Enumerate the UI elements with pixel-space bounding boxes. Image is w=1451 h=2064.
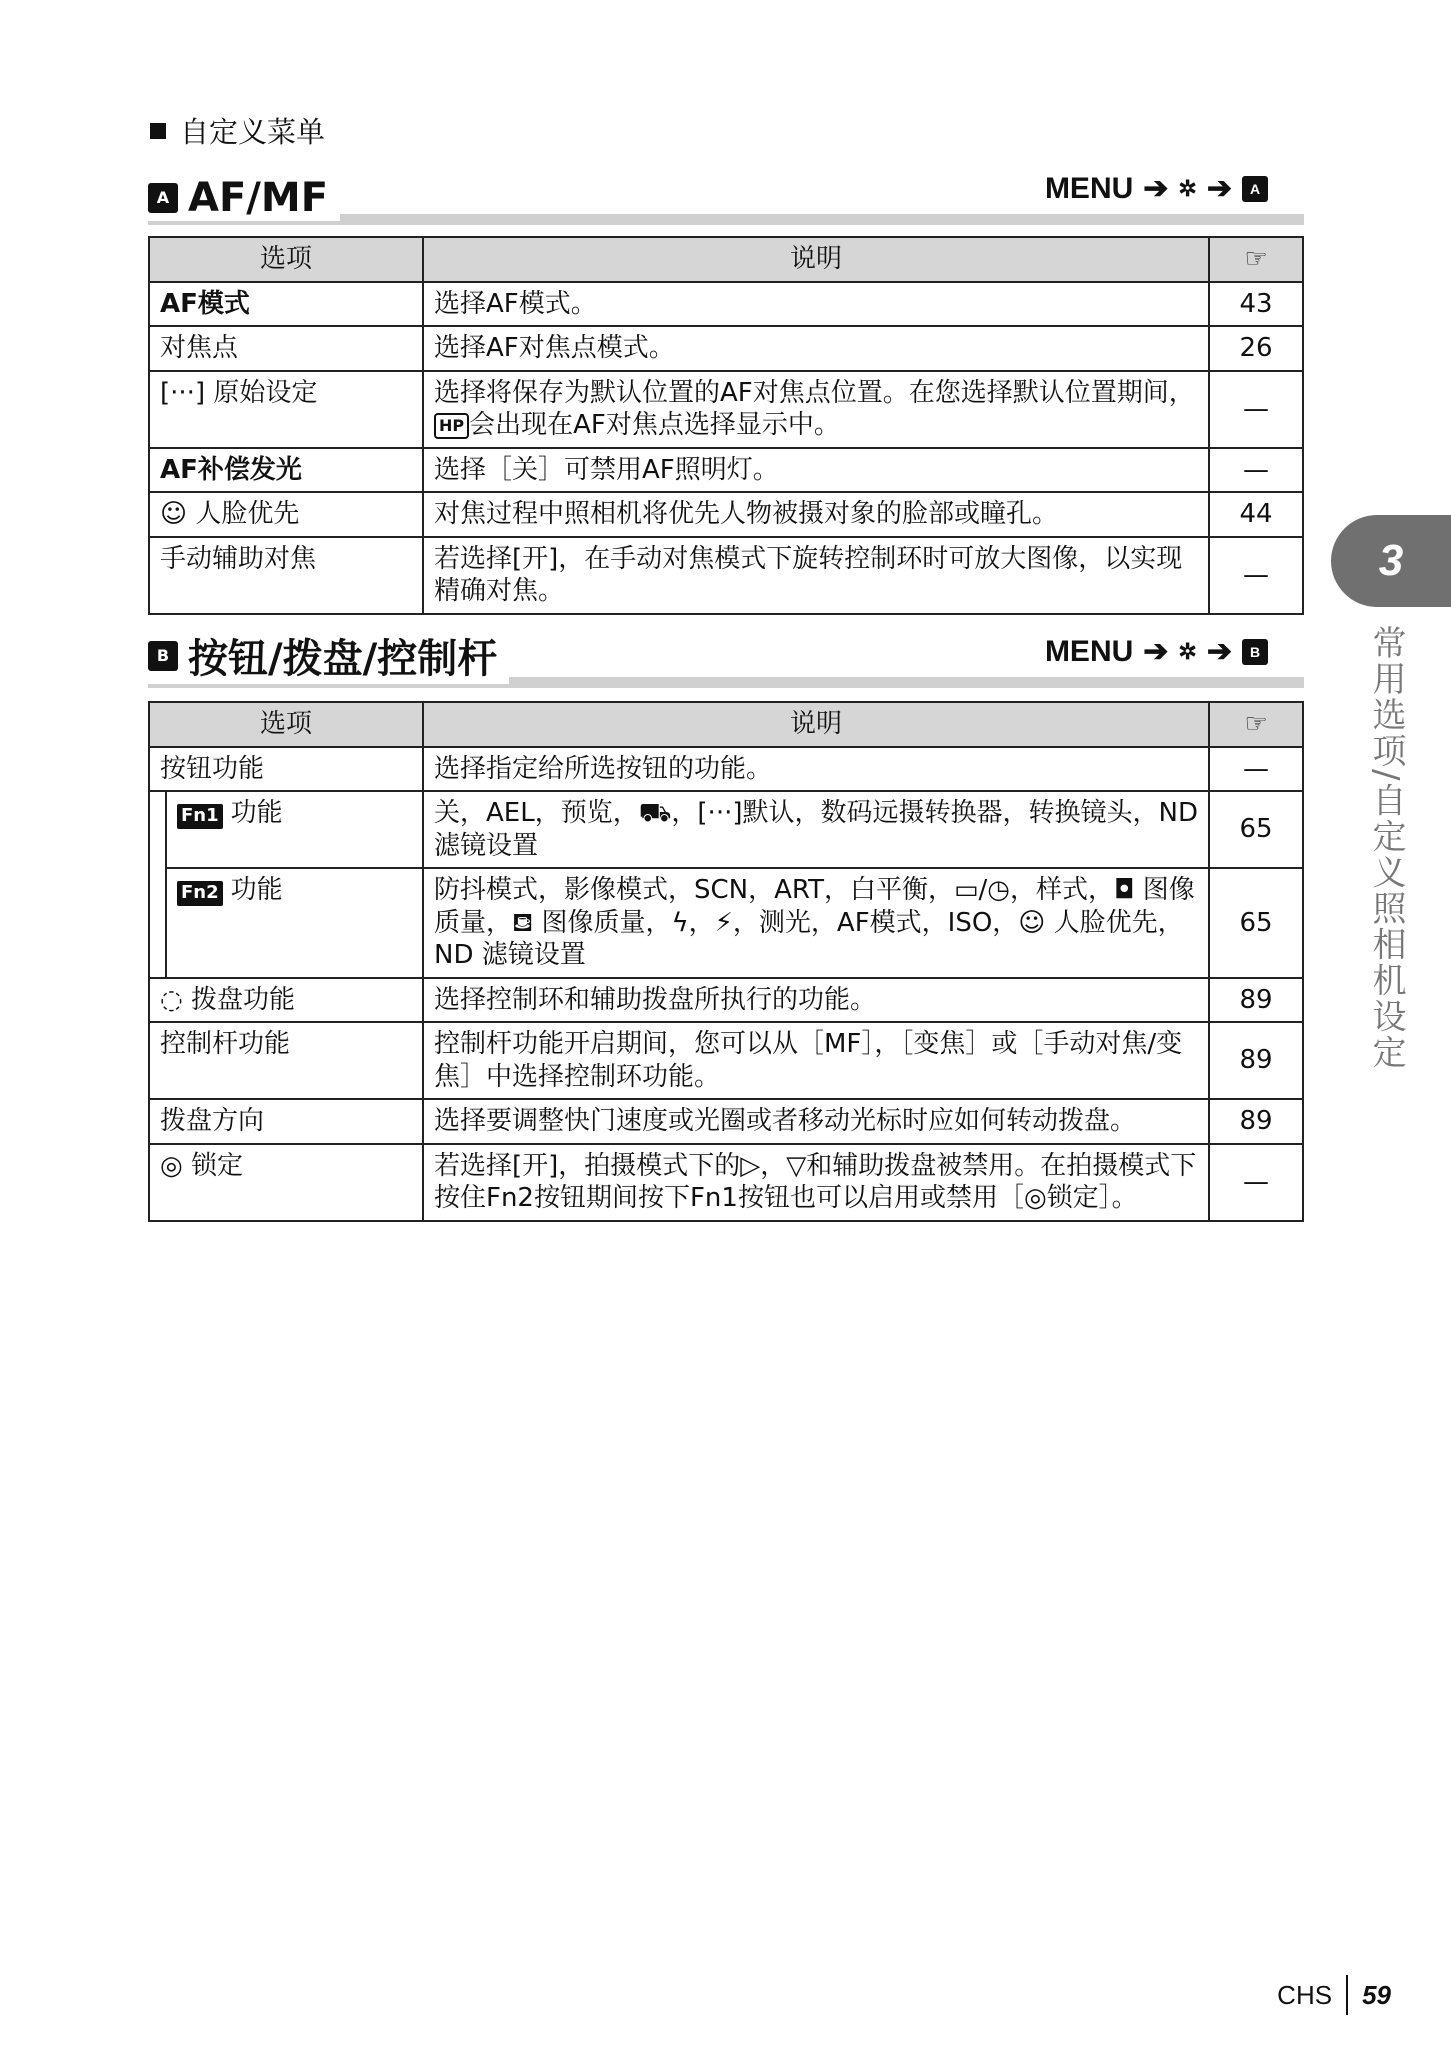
desc-cell: 选择要调整快门速度或光圈或者移动光标时应如何转动拨盘。	[423, 1099, 1209, 1144]
arrow-right-icon: ➔	[1143, 635, 1169, 668]
arrow-right-icon: ➔	[1143, 172, 1169, 205]
page-cell: —	[1209, 537, 1303, 614]
indent-spacer	[149, 791, 166, 978]
option-label: 功能	[230, 875, 283, 905]
table-row	[149, 492, 1303, 537]
option-cell: 拨盘方向	[149, 1099, 423, 1144]
section2-title-text: 按钮/拨盘/控制杆	[188, 636, 498, 682]
table-row	[149, 326, 1303, 371]
option-cell: 手动辅助对焦	[149, 537, 423, 614]
page-cell: —	[1209, 1144, 1303, 1221]
table-row	[149, 978, 1303, 1023]
gear-icon: ✲	[1178, 175, 1197, 201]
option-cell	[166, 868, 423, 978]
desc-cell: 关，AEL，预览，⛟，[···]默认，数码远摄转换器，转换镜头，ND 滤镜设置	[423, 791, 1209, 868]
table-row	[149, 1022, 1303, 1099]
custom-menu-B-icon: B	[148, 641, 178, 671]
option-cell: ☺ 人脸优先	[149, 492, 423, 537]
desc-cell: 选择AF对焦点模式。	[423, 326, 1209, 371]
page-cell: —	[1209, 371, 1303, 448]
arrow-right-icon: ➔	[1206, 635, 1232, 668]
desc-part: 会出现在AF对焦点选择显示中。	[469, 410, 840, 440]
hp-icon: HP	[434, 413, 469, 439]
menu-text: MENU	[1044, 171, 1134, 205]
header-ref: ☞	[1209, 237, 1303, 282]
page-cell: —	[1209, 747, 1303, 792]
page-cell: 89	[1209, 1099, 1303, 1144]
fn2-button-icon: Fn2	[177, 881, 223, 906]
desc-part: 选择将保存为默认位置的AF对焦点位置。在您选择默认位置期间，	[434, 377, 1195, 408]
page-cell: 43	[1209, 282, 1303, 327]
desc-cell: 控制杆功能开启期间，您可以从［MF］，［变焦］或［手动对焦/变焦］中选择控制环功能。	[423, 1022, 1209, 1099]
header-desc: 说明	[423, 702, 1209, 747]
header-ref: ☞	[1209, 702, 1303, 747]
desc-cell	[423, 371, 1209, 448]
option-cell: 按钮功能	[149, 747, 423, 792]
option-cell: [···] 原始设定	[149, 371, 423, 448]
gear-icon: ✲	[1178, 638, 1197, 664]
option-cell: ◌ 拨盘功能	[149, 978, 423, 1023]
table-row	[149, 1099, 1303, 1144]
custom-menu-B-icon: B	[1242, 639, 1268, 665]
desc-cell: 选择AF模式。	[423, 282, 1209, 327]
option-cell: AF模式	[149, 282, 423, 327]
section-label-text: 自定义菜单	[180, 115, 326, 149]
chapter-number-tab: 3	[1331, 515, 1451, 607]
option-cell: 对焦点	[149, 326, 423, 371]
section2-menu-path	[1045, 634, 1268, 669]
table-row	[149, 747, 1303, 792]
table-row	[149, 448, 1303, 493]
section1-menu-path	[1045, 171, 1268, 206]
page-cell: 44	[1209, 492, 1303, 537]
page-cell: 89	[1209, 978, 1303, 1023]
desc-cell: 若选择[开]，在手动对焦模式下旋转控制环时可放大图像，以实现精确对焦。	[423, 537, 1209, 614]
af-mf-table	[148, 236, 1304, 615]
table-header-row	[149, 702, 1303, 747]
section1-header	[148, 171, 1304, 225]
section-label	[150, 110, 325, 151]
desc-cell: 选择［关］可禁用AF照明灯。	[423, 448, 1209, 493]
section1-title	[148, 175, 340, 221]
section2-title	[148, 627, 509, 684]
table-row	[149, 1144, 1303, 1221]
fn1-button-icon: Fn1	[177, 804, 223, 829]
table-row	[149, 868, 1303, 978]
page-cell: 65	[1209, 791, 1303, 868]
desc-cell: 选择控制环和辅助拨盘所执行的功能。	[423, 978, 1209, 1023]
page-cell: 65	[1209, 868, 1303, 978]
option-cell	[166, 791, 423, 868]
button-dial-table	[148, 701, 1304, 1222]
option-cell: ◎ 锁定	[149, 1144, 423, 1221]
square-bullet-icon	[150, 123, 166, 139]
desc-cell: 对焦过程中照相机将优先人物被摄对象的脸部或瞳孔。	[423, 492, 1209, 537]
table-row	[149, 282, 1303, 327]
table-row	[149, 791, 1303, 868]
desc-cell: 若选择[开]，拍摄模式下的▷，▽和辅助拨盘被禁用。在拍摄模式下按住Fn2按钮期间按下Fn1按钮也可以启用或禁用［◎锁定］。	[423, 1144, 1209, 1221]
footer-divider	[1346, 1975, 1348, 2015]
section2-header	[148, 634, 1304, 688]
option-cell: AF补偿发光	[149, 448, 423, 493]
header-option: 选项	[149, 237, 423, 282]
table-header-row	[149, 237, 1303, 282]
table-row	[149, 537, 1303, 614]
header-option: 选项	[149, 702, 423, 747]
section1-title-text: AF/MF	[188, 175, 329, 221]
table-row	[149, 371, 1303, 448]
desc-cell: 选择指定给所选按钮的功能。	[423, 747, 1209, 792]
desc-cell: 防抖模式，影像模式，SCN，ART，白平衡，▭/◷，样式，◘ 图像质量，⛾ 图像质量，ϟ，⚡，测光，AF模式，ISO，☺ 人脸优先，ND 滤镜设置	[423, 868, 1209, 978]
custom-menu-A-icon: A	[1242, 176, 1268, 202]
custom-menu-A-icon: A	[148, 183, 178, 213]
page-cell: 89	[1209, 1022, 1303, 1099]
option-cell: 控制杆功能	[149, 1022, 423, 1099]
language-code: CHS	[1277, 1979, 1333, 2010]
page-cell: —	[1209, 448, 1303, 493]
option-label: 功能	[230, 798, 283, 828]
page-number: 59	[1362, 1979, 1391, 2010]
page-cell: 26	[1209, 326, 1303, 371]
menu-text: MENU	[1044, 634, 1134, 668]
page-footer	[1277, 1975, 1391, 2015]
header-desc: 说明	[423, 237, 1209, 282]
chapter-title: 常用选项/自定义照相机设定	[1366, 625, 1406, 1071]
arrow-right-icon: ➔	[1206, 172, 1232, 205]
